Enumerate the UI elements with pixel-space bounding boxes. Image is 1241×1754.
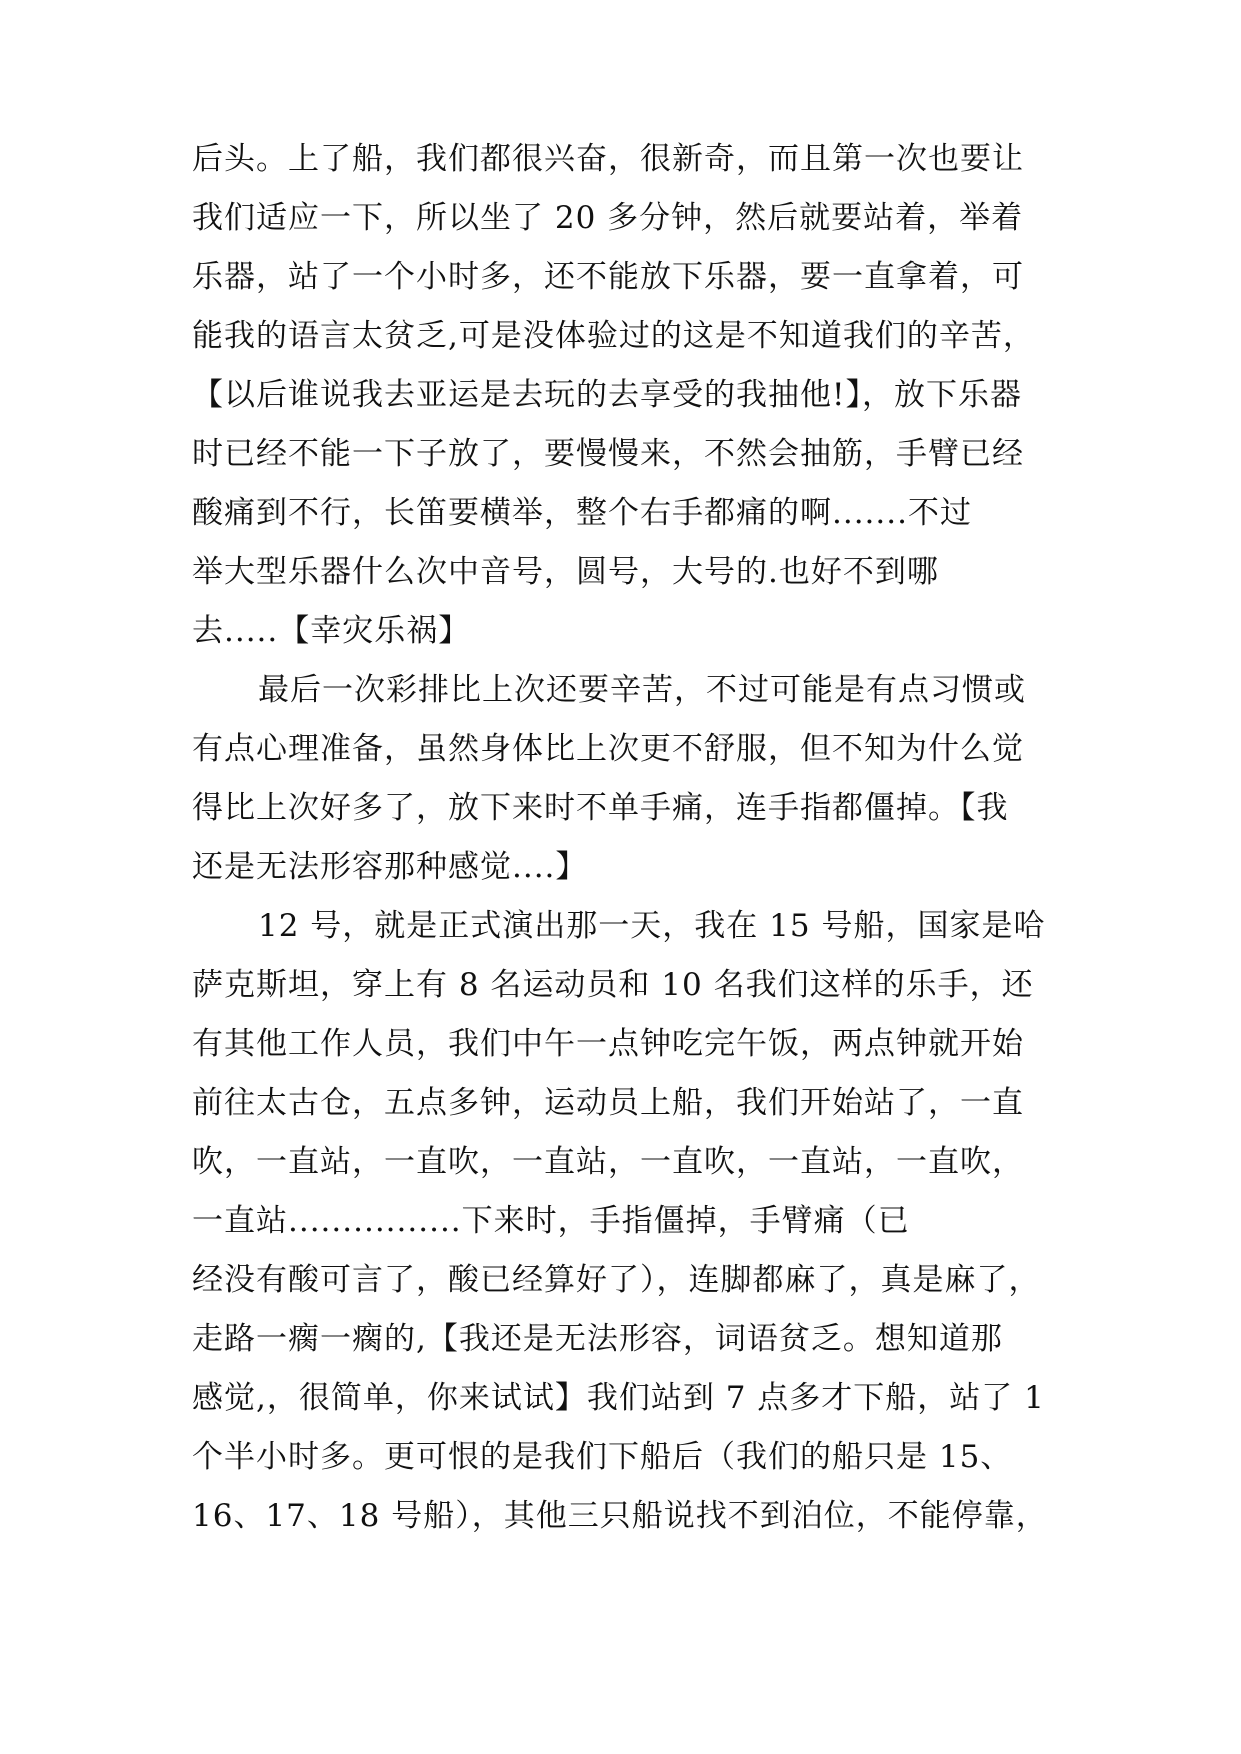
text-line: 【以后谁说我去亚运是去玩的去享受的我抽他!】，放下乐器 [192,377,1022,413]
text-line: 还是无法形容那种感觉....】 [192,849,588,885]
text-line: 有点心理准备，虽然身体比上次更不舒服，但不知为什么觉 [192,731,1024,767]
text-line: 吹，一直站，一直吹，一直站，一直吹，一直站，一直吹， [192,1144,1024,1180]
paragraph-first-line: 最后一次彩排比上次还要辛苦，不过可能是有点习惯或 [258,672,1026,708]
text-line: 去.....【幸灾乐祸】 [192,613,471,649]
text-line: 我们适应一下，所以坐了 20 多分钟，然后就要站着，举着 [192,200,1024,236]
text-line: 一直站................下来时，手指僵掉，手臂痛（已 [192,1203,910,1239]
text-line: 得比上次好多了，放下来时不单手痛，连手指都僵掉。【我 [192,790,1009,826]
text-line: 个半小时多。更可恨的是我们下船后（我们的船只是 15、 [192,1439,1013,1475]
text-line: 16、17、18 号船），其他三只船说找不到泊位，不能停靠， [192,1498,1048,1534]
text-line: 萨克斯坦，穿上有 8 名运动员和 10 名我们这样的乐手，还 [192,967,1034,1003]
text-line: 前往太古仓，五点多钟，运动员上船，我们开始站了，一直 [192,1085,1024,1121]
text-line: 时已经不能一下子放了，要慢慢来，不然会抽筋，手臂已经 [192,436,1024,472]
text-line: 举大型乐器什么次中音号，圆号，大号的.也好不到哪 [192,554,939,590]
body-text [192,130,1054,1546]
paragraph-first-line: 12 号，就是正式演出那一天，我在 15 号船，国家是哈 [258,908,1046,944]
text-line: 有其他工作人员，我们中午一点钟吃完午饭，两点钟就开始 [192,1026,1024,1062]
text-line: 经没有酸可言了，酸已经算好了），连脚都麻了，真是麻了， [192,1262,1041,1298]
text-line: 能我的语言太贫乏,可是没体验过的这是不知道我们的辛苦， [192,318,1035,354]
text-line: 酸痛到不行，长笛要横举，整个右手都痛的啊.......不过 [192,495,972,531]
text-line: 走路一瘸一瘸的,【我还是无法形容，词语贫乏。想知道那 [192,1321,1003,1357]
text-line: 乐器，站了一个小时多，还不能放下乐器，要一直拿着，可 [192,259,1024,295]
text-line: 感觉,，很简单，你来试试】我们站到 7 点多才下船，站了 1 [192,1380,1045,1416]
text-line: 后头。上了船，我们都很兴奋，很新奇，而且第一次也要让 [192,141,1024,177]
